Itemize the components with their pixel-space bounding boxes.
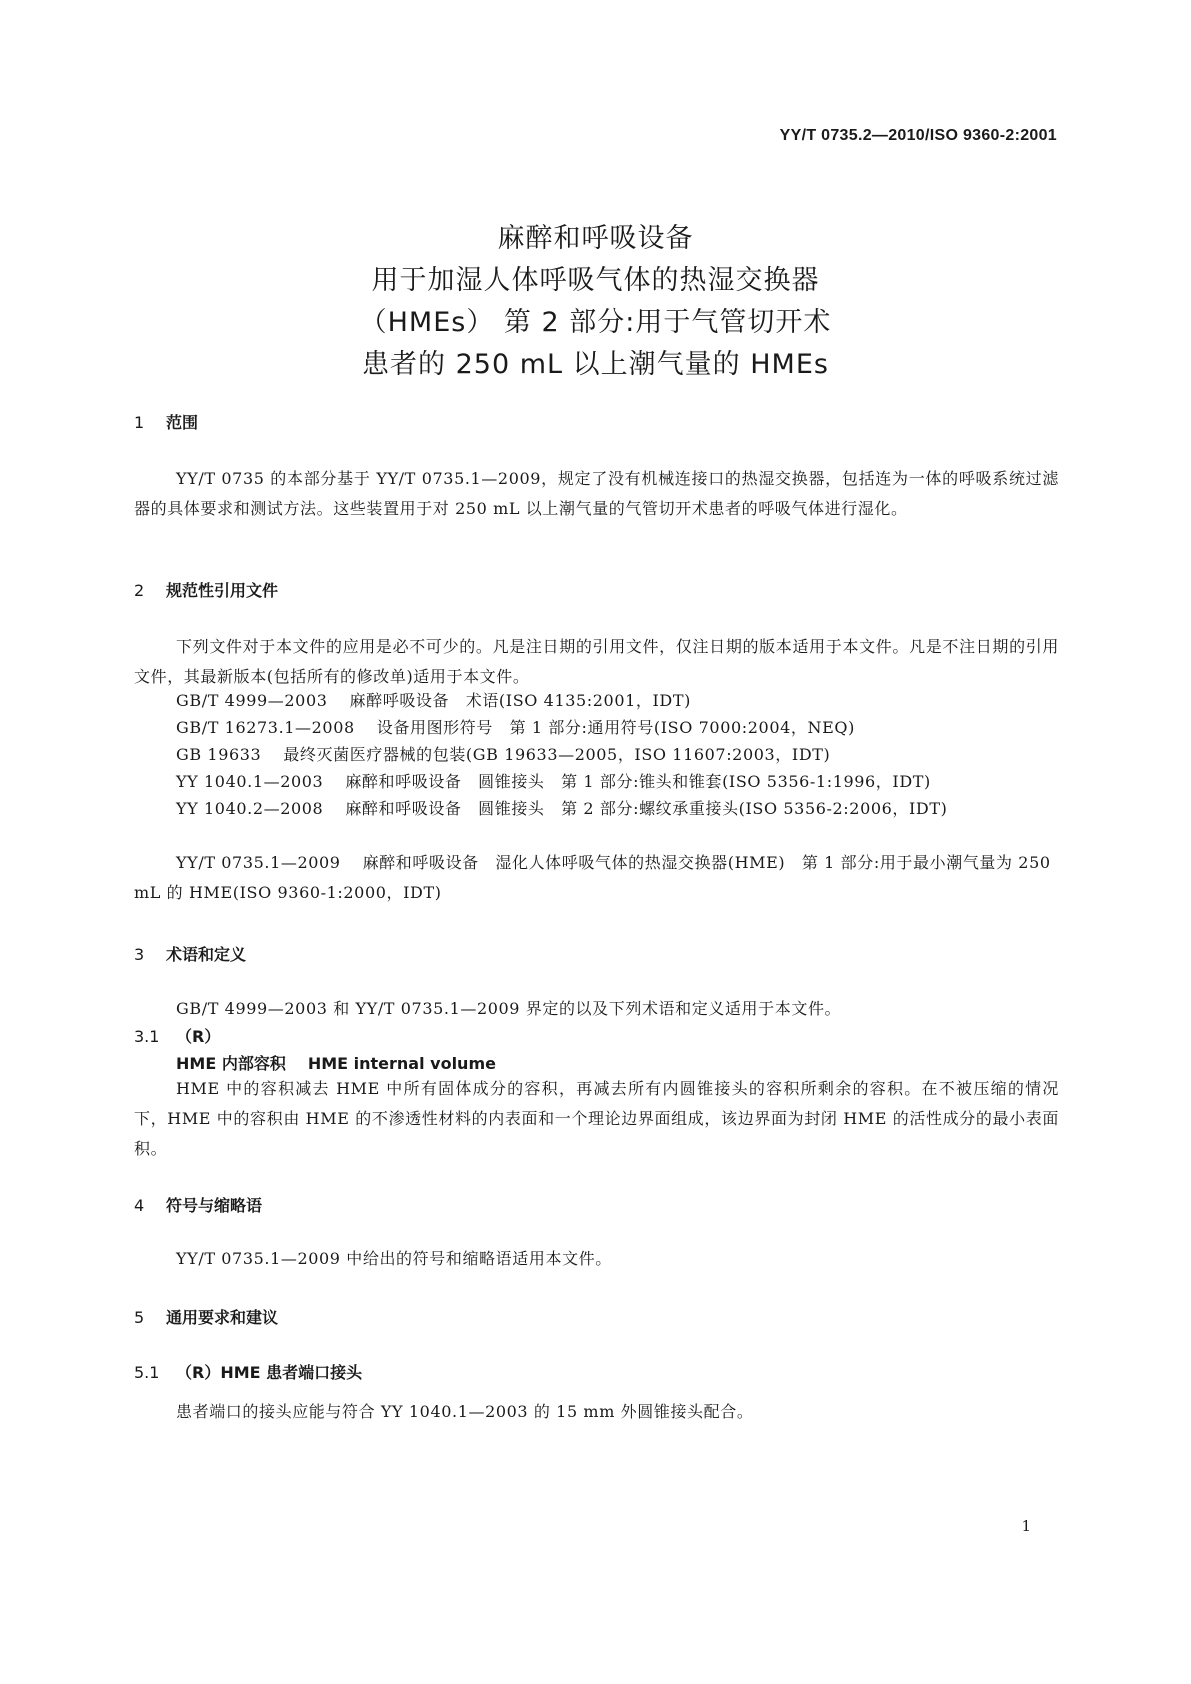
reference-item bbox=[134, 686, 1059, 716]
reference-code: GB/T 4999—2003 bbox=[176, 691, 328, 710]
section-number: 2 bbox=[134, 581, 145, 600]
reference-code: YY 1040.1—2003 bbox=[176, 772, 324, 791]
terms-intro-paragraph: GB/T 4999—2003 和 YY/T 0735.1—2009 界定的以及下列术语和定义适用于本文件。 bbox=[176, 999, 842, 1018]
term-chinese: HME 内部容积 bbox=[176, 1054, 286, 1073]
document-code-header: YY/T 0735.2—2010/ISO 9360-2:2001 bbox=[779, 127, 1057, 144]
clause-3-1-heading bbox=[134, 1024, 220, 1047]
reference-title: 麻醉和呼吸设备 圆锥接头 第 1 部分:锥头和锥套(ISO 5356-1:1996，IDT) bbox=[345, 772, 931, 791]
reference-title: 设备用图形符号 第 1 部分:通用符号(ISO 7000:2004，NEQ) bbox=[376, 718, 855, 737]
symbols-paragraph: YY/T 0735.1—2009 中给出的符号和缩略语适用本文件。 bbox=[176, 1249, 612, 1268]
title-line-4: 患者的 250 mL 以上潮气量的 HMEs bbox=[362, 349, 829, 380]
normative-intro-paragraph: 下列文件对于本文件的应用是必不可少的。凡是注日期的引用文件，仅注日期的版本适用于本文件。凡是不注日期的引用文件，其最新版本(包括所有的修改单)适用于本文件。 bbox=[134, 637, 1059, 686]
section-title: 规范性引用文件 bbox=[166, 581, 279, 600]
reference-title: 麻醉和呼吸设备 圆锥接头 第 2 部分:螺纹承重接头(ISO 5356-2:2006，IDT) bbox=[345, 799, 948, 818]
reference-item bbox=[134, 713, 1059, 743]
title-line-2: 用于加湿人体呼吸气体的热湿交换器 bbox=[371, 265, 820, 296]
term-heading bbox=[176, 1051, 496, 1074]
reference-item bbox=[134, 794, 1059, 824]
section-title: 范围 bbox=[166, 413, 199, 432]
section-title: 通用要求和建议 bbox=[166, 1308, 279, 1327]
term-english: HME internal volume bbox=[307, 1054, 496, 1073]
section-number: 5.1 bbox=[134, 1363, 160, 1382]
title-line-1: 麻醉和呼吸设备 bbox=[497, 223, 694, 254]
page-number: 1 bbox=[1021, 1517, 1031, 1535]
reference-code: YY/T 0735.1—2009 bbox=[176, 853, 341, 872]
document-title bbox=[0, 218, 1191, 386]
connector-paragraph: 患者端口的接头应能与符合 YY 1040.1—2003 的 15 mm 外圆锥接头配合。 bbox=[176, 1402, 754, 1421]
reference-item bbox=[134, 740, 1059, 770]
section-title: 符号与缩略语 bbox=[166, 1196, 263, 1215]
section-1-heading bbox=[134, 410, 198, 433]
section-title: （R） bbox=[176, 1027, 221, 1046]
reference-code: YY 1040.2—2008 bbox=[176, 799, 324, 818]
clause-5-1-heading bbox=[134, 1360, 362, 1383]
reference-title: 麻醉和呼吸设备 湿化人体呼吸气体的热湿交换器(HME) 第 1 部分:用于最小潮气量为 250 mL 的 HME(ISO 9360-1:2000，IDT) bbox=[134, 853, 1051, 902]
reference-code: GB 19633 bbox=[176, 745, 262, 764]
section-3-heading bbox=[134, 942, 246, 965]
section-title: （R）HME 患者端口接头 bbox=[176, 1363, 363, 1382]
section-number: 4 bbox=[134, 1196, 145, 1215]
section-2-heading bbox=[134, 578, 278, 601]
reference-title: 麻醉呼吸设备 术语(ISO 4135:2001，IDT) bbox=[349, 691, 691, 710]
section-4-heading bbox=[134, 1193, 262, 1216]
section-5-heading bbox=[134, 1305, 278, 1328]
title-line-3: （HMEs） 第 2 部分:用于气管切开术 bbox=[359, 307, 832, 338]
scope-paragraph: YY/T 0735 的本部分基于 YY/T 0735.1—2009，规定了没有机械连接口的热湿交换器，包括连为一体的呼吸系统过滤器的具体要求和测试方法。这些装置用于对 250 mL 以上潮气量的气管切开术患者的呼吸气体进行湿化。 bbox=[134, 469, 1059, 518]
section-number: 1 bbox=[134, 413, 145, 432]
reference-item bbox=[134, 848, 1059, 908]
section-number: 3.1 bbox=[134, 1027, 160, 1046]
section-number: 3 bbox=[134, 945, 145, 964]
section-title: 术语和定义 bbox=[166, 945, 247, 964]
reference-code: GB/T 16273.1—2008 bbox=[176, 718, 355, 737]
term-definition-paragraph: HME 中的容积减去 HME 中所有固体成分的容积，再减去所有内圆锥接头的容积所剩余的容积。在不被压缩的情况下，HME 中的容积由 HME 的不渗透性材料的内表面和一个理论边界面组成，该边界面为封闭 HME 的活性成分的最小表面积。 bbox=[134, 1079, 1059, 1158]
section-number: 5 bbox=[134, 1308, 145, 1327]
reference-title: 最终灭菌医疗器械的包装(GB 19633—2005，ISO 11607:2003，IDT) bbox=[283, 745, 831, 764]
reference-item bbox=[134, 767, 1059, 797]
